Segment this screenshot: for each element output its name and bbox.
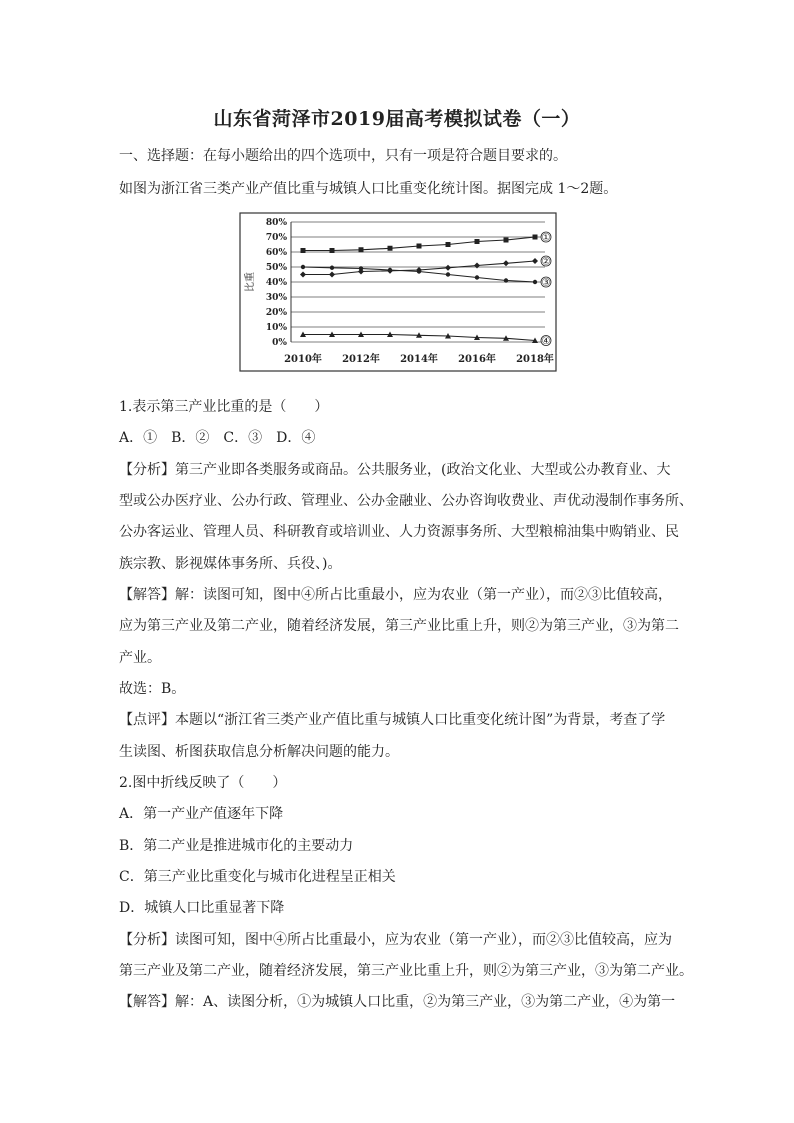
answer-line: 应为第三产业及第二产业，随着经济发展，第三产业比重上升，则②为第三产业，③为第二	[119, 618, 679, 634]
analysis-line: 【分析】读图可知，图中④所占比重最小，应为农业（第一产业），而②③比值较高，应为	[119, 932, 672, 948]
data-point	[533, 235, 538, 240]
series-label: ③	[541, 277, 551, 289]
section-heading: 一、选择题：在每小题给出的四个选项中，只有一项是符合题目要求的。	[119, 148, 567, 164]
comment-line: 生读图、析图获取信息分析解决问题的能力。	[119, 744, 399, 760]
option-d: D．城镇人口比重显著下降	[119, 900, 285, 916]
x-tick-label: 2012年	[342, 354, 380, 365]
x-tick-label: 2016年	[458, 354, 496, 365]
data-point	[504, 238, 509, 243]
page-title: 山东省菏泽市2019届高考模拟试卷（一）	[213, 108, 581, 130]
data-point	[445, 265, 451, 271]
x-tick-label: 2014年	[400, 354, 438, 365]
question-1: 1.表示第三产业比重的是（ ）	[119, 399, 329, 415]
series-label: ②	[541, 256, 551, 268]
question-intro: 如图为浙江省三类产业产值比重与城镇人口比重变化统计图。据图完成 1～2题。	[119, 181, 618, 197]
y-tick-label: 80%	[265, 218, 287, 228]
y-tick-label: 10%	[265, 323, 287, 333]
comment-line: 【点评】本题以“浙江省三类产业产值比重与城镇人口比重变化统计图”为背景，考查了学	[119, 712, 666, 728]
option-c: C．第三产业比重变化与城市化进程呈正相关	[119, 869, 396, 885]
y-tick-label: 50%	[265, 263, 287, 273]
x-tick-label: 2018年	[516, 354, 554, 365]
data-point	[446, 242, 451, 247]
data-point	[417, 244, 422, 249]
data-point	[330, 266, 334, 270]
answer-line: 【解答】解：读图可知，图中④所占比重最小，应为农业（第一产业），而②③比值较高，	[119, 587, 672, 603]
series-label: ④	[541, 336, 551, 347]
y-tick-label: 0%	[272, 338, 287, 348]
data-point	[388, 268, 392, 272]
data-point	[330, 248, 335, 253]
y-tick-label: 70%	[265, 233, 287, 243]
x-tick-label: 2010年	[284, 354, 322, 365]
data-point	[359, 266, 363, 270]
answer-line: 产业。	[119, 650, 161, 666]
series-label: ①	[541, 232, 551, 244]
y-tick-label: 20%	[265, 308, 287, 318]
y-tick-label: 60%	[265, 248, 287, 258]
answer-line: 【解答】解：A、读图分析，①为城镇人口比重，②为第三产业，③为第二产业，④为第一	[119, 994, 676, 1010]
data-point	[301, 248, 306, 253]
question-2: 2.图中折线反映了（ ）	[119, 775, 287, 791]
analysis-line: 公办客运业、管理人员、科研教育或培训业、人力资源事务所、大型粮棉油集中购销业、民	[119, 524, 679, 540]
analysis-line: 族宗教、影视媒体事务所、兵役、)。	[119, 556, 342, 572]
data-point	[388, 246, 393, 251]
y-axis-label: 比重	[245, 272, 256, 292]
choice-line: 故选：B。	[119, 681, 186, 697]
analysis-line: 型或公办医疗业、公办行政、管理业、公办金融业、公办咨询收费业、声优动漫制作事务所、	[119, 493, 693, 509]
data-point	[329, 272, 335, 278]
question-1-options: A．① B．② C．③ D．④	[119, 430, 316, 446]
data-point	[533, 280, 537, 284]
option-b: B．第二产业是推进城市化的主要动力	[119, 838, 354, 854]
data-point	[504, 278, 508, 282]
data-point	[446, 272, 450, 276]
option-a: A．第一产业产值逐年下降	[119, 806, 284, 822]
y-tick-label: 30%	[265, 293, 287, 303]
analysis-line: 【分析】第三产业即各类服务或商品。公共服务业，(政治文化业、大型或公办教育业、大	[119, 462, 671, 478]
data-point	[417, 269, 421, 273]
data-point	[475, 275, 479, 279]
data-point	[300, 272, 306, 278]
data-point	[475, 239, 480, 244]
data-point	[503, 260, 509, 266]
data-point	[301, 265, 305, 269]
data-point	[532, 258, 538, 264]
y-tick-label: 40%	[265, 278, 287, 288]
analysis-line: 第三产业及第二产业，随着经济发展，第三产业比重上升，则②为第三产业，③为第二产业。	[119, 963, 693, 979]
data-point	[474, 263, 480, 269]
data-point	[359, 247, 364, 252]
line-chart	[239, 212, 557, 372]
